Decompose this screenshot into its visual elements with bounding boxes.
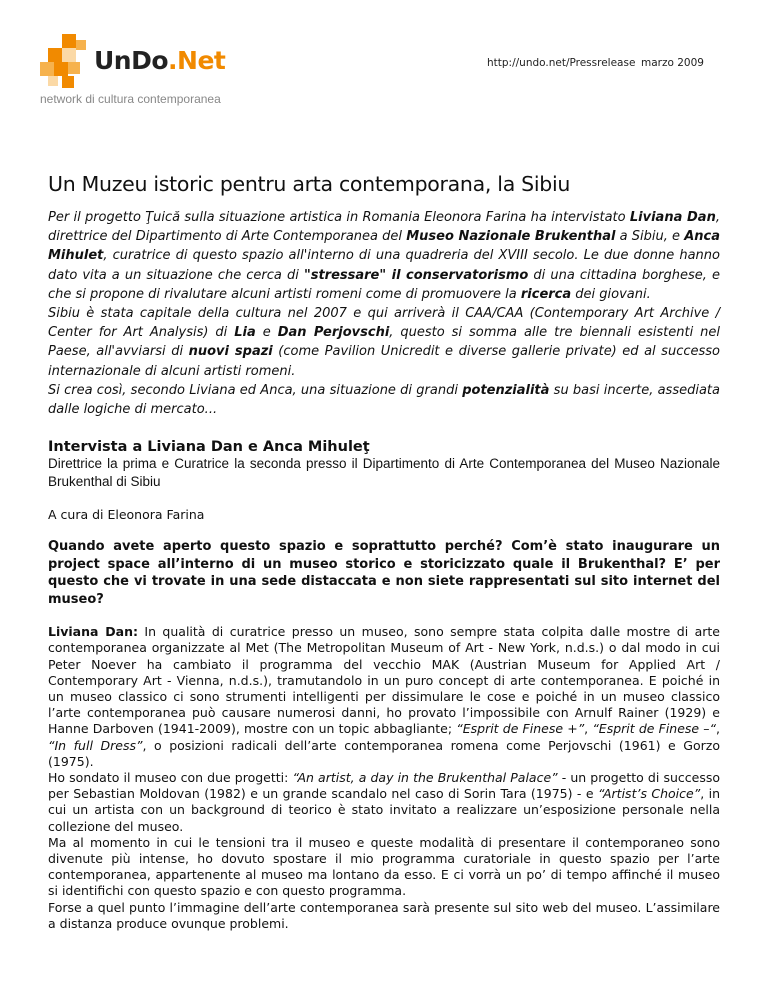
paragraph — [48, 900, 720, 932]
emphasis-bold: Liviana Dan: — [48, 624, 138, 640]
text-run: Ho sondato il museo con due progetti: — [48, 770, 293, 786]
paragraph — [48, 304, 720, 381]
emphasis-bold: Museo Nazionale Brukenthal — [406, 229, 616, 245]
emphasis-italic: “Esprit de Finese –“ — [592, 721, 717, 737]
text-run: (come Pavilion Unicredit e diverse gallerie private) ed al successo internazionale di alcuni artisti romeni. — [48, 344, 720, 379]
text-run: , — [716, 721, 721, 737]
page-header — [0, 0, 768, 120]
text-run: e — [255, 325, 278, 341]
emphasis-bold: ricerca — [520, 286, 572, 302]
paragraph — [48, 624, 720, 770]
logo-tagline: network di cultura contemporanea — [40, 92, 221, 106]
text-run: Sibiu è stata capitale della cultura nel 2007 e qui arriverà il CAA/CAA (Contemporary Art Archive / Center for Art Analysis) di — [48, 306, 720, 341]
emphasis-bold: potenzialità — [462, 382, 550, 398]
text-run: Ma al momento in cui le tensioni tra il museo e queste modalità di presentare il contemporaneo sono divenute più intense, ho dovuto spostare il mio programma curatoriale in questo spazio per l’arte contemporanea, appartenente al museo ma lontano da esso. E ci vorrà un po’ di tempo affinché il museo si identifichi con questo spazio e con questo programma. — [48, 834, 720, 899]
publication-date: marzo 2009 — [641, 57, 704, 69]
paragraph — [48, 208, 720, 304]
interview-question: Quando avete aperto questo spazio e soprattutto perché? Com’è stato inaugurare un project space all’interno di un museo storico e storicizzato quale il Brukenthal? E’ per questo che vi trovate in una sede distaccata e non siete rappresentati sul sito internet del museo? — [48, 539, 720, 607]
article-body — [48, 172, 720, 932]
emphasis-italic: “Artist’s Choice” — [598, 786, 701, 802]
curator-line: A cura di Eleonora Farina — [48, 507, 205, 523]
emphasis-italic: “In full Dress” — [48, 737, 143, 753]
text-run: , o posizioni radicali dell’arte contemporanea romena come Perjovschi (1961) e Gorzo (1975). — [48, 737, 720, 769]
logo-wordmark-net: .Net — [168, 46, 226, 75]
paragraph — [48, 770, 720, 835]
article-intro — [48, 208, 720, 419]
emphasis-italic: “Esprit de Finese +” — [456, 721, 585, 737]
text-run: di una cittadina borghese, e che si propone di rivalutare alcuni artisti romeni come di promuovere la — [48, 267, 721, 302]
text-run: Per il progetto Ţuică sulla situazione artistica in Romania Eleonora Farina ha intervistato — [48, 210, 630, 225]
logo-wordmark — [94, 46, 225, 75]
emphasis-bold: Lia — [234, 325, 256, 341]
paragraph — [48, 381, 720, 419]
text-run: dei giovani. — [571, 286, 651, 302]
emphasis-bold: Dan Perjovschi — [277, 325, 390, 341]
interview-subtitle: Direttrice la prima e Curatrice la seconda presso il Dipartimento di Arte Contemporanea del Museo Nazionale Brukenthal di Sibiu — [48, 456, 720, 490]
emphasis-bold: nuovi spazi — [188, 344, 273, 360]
text-run: , questo si somma alle tre biennali esistenti nel Paese, all'avviarsi di — [48, 325, 720, 360]
text-run: , in cui un artista con un background di teorico è stato invitato a realizzare un’esposizione personale nella collezione del museo. — [48, 786, 721, 834]
paragraph — [48, 835, 720, 900]
press-release-url[interactable]: http://undo.net/Pressrelease — [487, 57, 636, 69]
text-run: In qualità di curatrice presso un museo, sono sempre stata colpita dalle mostre di arte contemporanea organizzate al Met (The Metropolitan Museum of Art - New York, n.d.s.) o dal modo in cui Peter Noever ha cambiato il programma del vecchio MAK (Austrian Museum for Applied Art / Contemporary Art - Vienna, n.d.s.), tramutandolo in un puro concept di arte contemporanea. E poiché in un museo classico ci sono strumenti intelligenti per dissimulare le cose e poiché in un museo classico l’arte contemporanea può causare numerosi danni, ho provato l’impossibile con Arnulf Rainer (1929) e Hanne Darboven (1941-2009), mostre con un topic abbagliante; — [48, 624, 720, 737]
text-run: Si crea così, secondo Liviana ed Anca, una situazione di grandi — [48, 382, 463, 398]
text-run: , direttrice del Dipartimento di Arte Contemporanea del — [48, 210, 720, 245]
logo-wordmark-undo: UnDo — [94, 46, 169, 75]
emphasis-italic: “An artist, a day in the Brukenthal Palace” — [292, 770, 558, 786]
article-title: Un Muzeu istoric pentru arta contemporana, la Sibiu — [48, 172, 571, 196]
text-run: a Sibiu, e — [615, 229, 685, 245]
text-run: su basi incerte, assediata dalle logiche di mercato... — [48, 382, 720, 418]
emphasis-bold: "stressare" il conservatorismo — [303, 267, 529, 283]
emphasis-bold: Liviana Dan — [629, 210, 716, 225]
emphasis-bold: Anca Mihulet — [48, 229, 721, 264]
text-run: , curatrice di questo spazio all'interno di una quadreria del XVIII secolo. Le due donne hanno dato vita a un situazione che cerca di — [48, 248, 720, 283]
text-run: Forse a quel punto l’immagine dell’arte contemporanea sarà presente sul sito web del museo. L’assimilare a distanza produce ovunque problemi. — [48, 899, 720, 931]
logo-squares-icon — [40, 34, 100, 90]
text-run: - un progetto di successo per Sebastian Moldovan (1982) e un grande scandalo nel caso di Sorin Tara (1975) - e — [48, 770, 720, 802]
text-run: , — [584, 721, 593, 737]
interview-answer — [48, 624, 720, 932]
interview-title: Intervista a Liviana Dan e Anca Mihuleţ — [48, 439, 370, 456]
